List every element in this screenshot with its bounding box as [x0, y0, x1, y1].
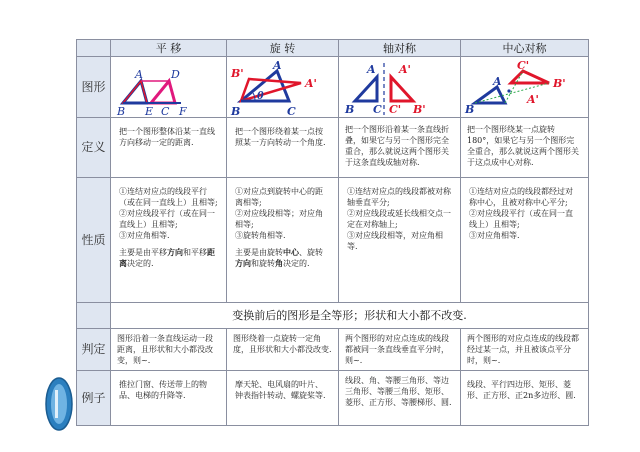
- property-axial-3: ③对应线段相等，对应角相等.: [347, 231, 443, 251]
- property-rotation-1: ①对应点到旋转中心的距离相等;: [235, 187, 323, 207]
- judgement-central: [461, 329, 589, 371]
- label-a-prime: A': [305, 77, 317, 90]
- definition-axial: [339, 118, 461, 178]
- label-a-prime: A': [399, 63, 411, 76]
- property-axial-2: ②对应线段或延长线相交点一定在对称轴上;: [347, 209, 451, 229]
- label-c: C: [161, 105, 170, 117]
- transformation-comparison-table: [76, 39, 589, 426]
- example-rotation: [227, 371, 339, 426]
- label-b: B: [231, 105, 241, 117]
- property-translation-1: ①连结对应点的线段平行（或在同一直线上）且相等;: [119, 187, 218, 207]
- figure-central-symmetry: [461, 57, 589, 118]
- property-rotation-note: 主要是由旋转中心、旋转方向和旋转角决定的.: [235, 247, 323, 268]
- label-a: A: [135, 68, 143, 81]
- example-central: [461, 371, 589, 426]
- property-translation-2: ②对应线段平行（或在同一直线上）且相等;: [119, 209, 215, 229]
- judgement-rotation: [227, 329, 339, 371]
- property-rotation-3: ③旋转角相等.: [235, 231, 286, 240]
- property-rotation: [227, 178, 339, 303]
- figure-axial-symmetry: [339, 57, 461, 118]
- row-label-definition: 定义: [77, 118, 111, 178]
- judgement-axial-text: 两个图形的对应点连成的线段都被同一条直线垂直平分时，则~.: [345, 334, 449, 365]
- central-symmetry-diagram: [461, 57, 589, 117]
- property-translation-3: ③对应角相等.: [119, 231, 170, 240]
- header-rotation: 旋 转: [227, 40, 339, 57]
- property-rotation-2: ②对应线段相等；对应角相等;: [235, 209, 323, 229]
- judgement-translation-text: 图形沿着一条直线运动一段距离，且形状和大小都没改变，则~.: [117, 334, 213, 365]
- example-axial-text: 线段、角、等腰三角形、等边三角形、等腰三角形、矩形、菱形、正方形、等腰梯形、圆.: [345, 376, 452, 407]
- definition-translation-text: 把一个图形整体沿某一直线方向移动一定的距离.: [119, 127, 215, 147]
- header-central-symmetry: 中心对称: [461, 40, 589, 57]
- row-label-property: 性质: [77, 178, 111, 303]
- binder-ring-decoration: [44, 376, 74, 432]
- definition-row: [77, 118, 589, 178]
- definition-translation: [111, 118, 227, 178]
- label-a: A: [273, 59, 282, 72]
- figure-row: [77, 57, 589, 118]
- rotation-diagram: [227, 57, 339, 117]
- label-a: A: [367, 63, 376, 76]
- label-b-prime: B': [231, 67, 244, 80]
- label-b: B: [465, 103, 475, 116]
- property-axial-1: ①连结对应点的线段都被对称轴垂直平分;: [347, 187, 451, 207]
- example-central-text: 线段、平行四边形、矩形、菱形、正方形、正2n多边形、圆.: [467, 380, 576, 400]
- judgement-row: [77, 329, 589, 371]
- label-c-prime: C': [389, 103, 402, 116]
- example-rotation-text: 摩天轮、电风扇的叶片、钟表指针转动、螺旋桨等.: [235, 380, 326, 400]
- property-central-3: ③对应角相等.: [469, 231, 520, 240]
- label-b: B: [117, 105, 126, 117]
- example-translation-text: 推拉门窗、传送带上的物品、电梯的升降等.: [119, 380, 207, 400]
- header-axial-symmetry: 轴对称: [339, 40, 461, 57]
- definition-central-text: 把一个图形绕某一点旋转180°，如果它与另一个图形完全重合，那么就说这两个图形关于这点成中心对称.: [467, 125, 579, 167]
- header-translation: 平 移: [111, 40, 227, 57]
- property-central-2: ②对应线段平行（或在同一直线上）且相等;: [469, 209, 573, 229]
- label-b: B: [345, 103, 355, 116]
- definition-central: [461, 118, 589, 178]
- header-row: [77, 40, 589, 57]
- judgement-rotation-text: 图形绕着一点旋转一定角度，且形状和大小都没改变.: [233, 334, 332, 354]
- property-translation: [111, 178, 227, 303]
- figure-translation: [111, 57, 227, 118]
- example-translation: [111, 371, 227, 426]
- common-property-row: [77, 303, 589, 329]
- row-label-figure: 图形: [77, 57, 111, 118]
- label-a-prime: A': [527, 93, 539, 106]
- definition-rotation-text: 把一个图形绕着某一点按照某一方向转动一个角度.: [235, 127, 326, 147]
- label-c: C: [287, 105, 296, 117]
- common-property-text: 变换前后的图形是全等形；形状和大小都不改变.: [111, 303, 589, 329]
- label-a: A: [493, 75, 502, 88]
- axial-symmetry-diagram: [339, 57, 461, 117]
- definition-rotation: [227, 118, 339, 178]
- judgement-axial: [339, 329, 461, 371]
- property-translation-note: 主要是由平移方向和平移距离决定的.: [119, 247, 215, 268]
- header-corner: [77, 40, 111, 57]
- label-d: D: [171, 68, 180, 81]
- row-label-example: 例子: [77, 371, 111, 426]
- definition-axial-text: 把一个图形沿着某一条直线折叠，如果它与另一个图形完全重合，那么就说这两个图形关于这条直线成轴对称.: [345, 125, 449, 167]
- example-row: [77, 371, 589, 426]
- example-axial: [339, 371, 461, 426]
- property-central: [461, 178, 589, 303]
- row-label-judgement: 判定: [77, 329, 111, 371]
- label-theta: θ: [257, 91, 264, 102]
- property-central-1: ①连结对应点的线段都经过对称中心，且被对称中心平分;: [469, 187, 573, 207]
- label-c: C: [373, 103, 382, 116]
- property-row: [77, 178, 589, 303]
- judgement-translation: [111, 329, 227, 371]
- label-b-prime: B': [413, 103, 426, 116]
- label-e: E: [145, 105, 154, 117]
- label-c-prime: C': [517, 59, 530, 72]
- label-f: F: [179, 105, 187, 117]
- judgement-central-text: 两个图形的对应点连成的线段都经过某一点，并且被该点平分时，则~.: [467, 334, 579, 365]
- label-b-prime: B': [553, 77, 566, 90]
- translation-diagram: [111, 57, 227, 117]
- figure-rotation: [227, 57, 339, 118]
- property-axial: [339, 178, 461, 303]
